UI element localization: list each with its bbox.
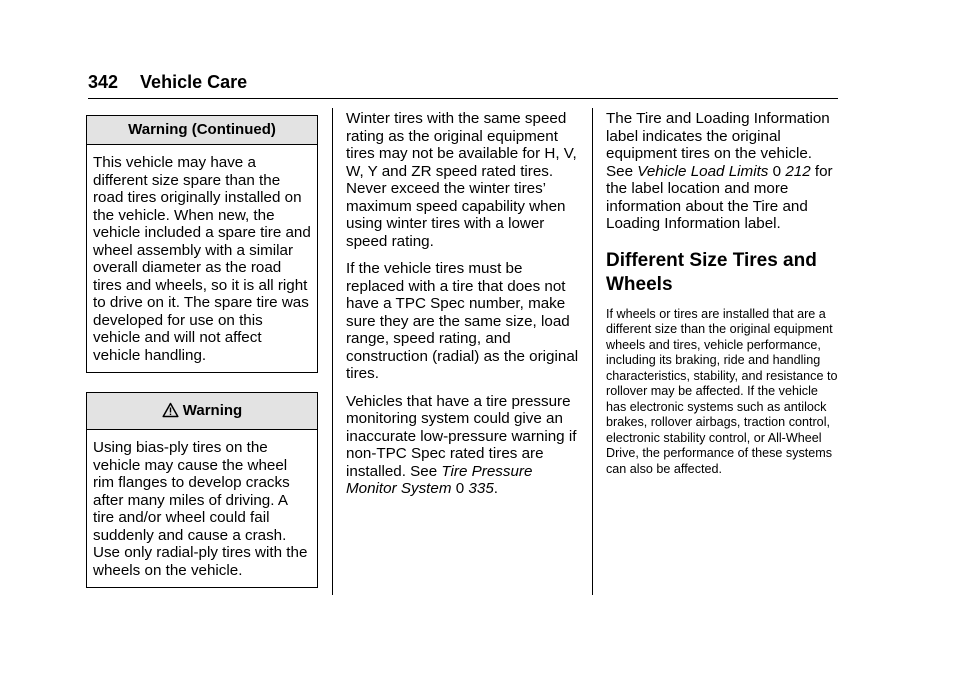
warning-continued-box [86,115,318,373]
warning-title: Warning [182,402,243,419]
different-size-paragraph: If wheels or tires are installed that are a different size than the original equipment wheels and tires, vehicle performance, including its braking, ride and handling characteristics, stability, and resistance to rollover may be affected. If the vehicle has electronic systems such as antilock brakes, rollover airbags, traction control, electronic stability control, or All-Wheel Drive, the performance of these systems can also be affected. [606,306,838,476]
winter-tires-paragraph: Winter tires with the same speed rating as the original equipment tires may not be available for H, V, W, Y and ZR speed rated tires. Never exceed the winter tires’ maximum speed capability when using winter tires with a lower speed rating. [346,110,577,250]
page-number: 342 [88,72,119,92]
warning-triangle-icon [162,396,179,432]
warning-continued-title: Warning (Continued) [87,116,317,145]
warning-continued-body: This vehicle may have a different size spare than the road tires originally installed on the vehicle. When new, the vehicle included a spare tire and wheel assembly with a similar overall diameter as the road tires and wheels, so it is all right to drive on it. The spare tire was developed for use on this vehicle and will not affect vehicle handling. [93,154,311,364]
warning-body: Using bias-ply tires on the vehicle may cause the wheel rim flanges to develop cracks after many miles of driving. A tire and/or wheel could fail suddenly and cause a crash. Use only radial-ply tires with the wheels on the vehicle. [93,439,308,579]
tpms-reference-link[interactable]: Tire Pressure Monitor System [346,462,533,497]
header-rule [88,98,838,99]
page-ref-arrow-icon: 0 [772,162,782,180]
column-divider-right [592,108,593,595]
page-ref-arrow-icon: 0 [455,480,465,497]
tpms-page-ref[interactable]: 335 [468,480,494,497]
column-divider-left [332,108,333,595]
warning-header [87,393,317,430]
section-title: Vehicle Care [140,72,248,92]
load-limits-page-ref[interactable]: 212 [785,162,811,180]
column-2 [346,110,580,508]
tire-loading-label-paragraph: The Tire and Loading Information label indicates the original equipment tires on the vehicle. See Vehicle Load Limits 0 212 for the label location and more information about the Tire and Loading Information label. [606,110,833,232]
warning-box [86,392,318,588]
section-heading: Different Size Tires and Wheels [606,249,817,295]
replacement-tires-paragraph: If the vehicle tires must be replaced with a tire that does not have a TPC Spec number, make sure they are the same size, load range, speed rating, and construction (radial) as the original tires. [346,260,579,382]
tpms-paragraph: Vehicles that have a tire pressure monitoring system could give an inaccurate low-pressure warning if non-TPC Spec rated tires are installed. See Tire Pressure Monitor System 0 335. [346,392,577,497]
page-header [88,72,247,93]
column-3 [606,110,840,487]
vehicle-load-limits-link[interactable]: Vehicle Load Limits [637,162,769,180]
